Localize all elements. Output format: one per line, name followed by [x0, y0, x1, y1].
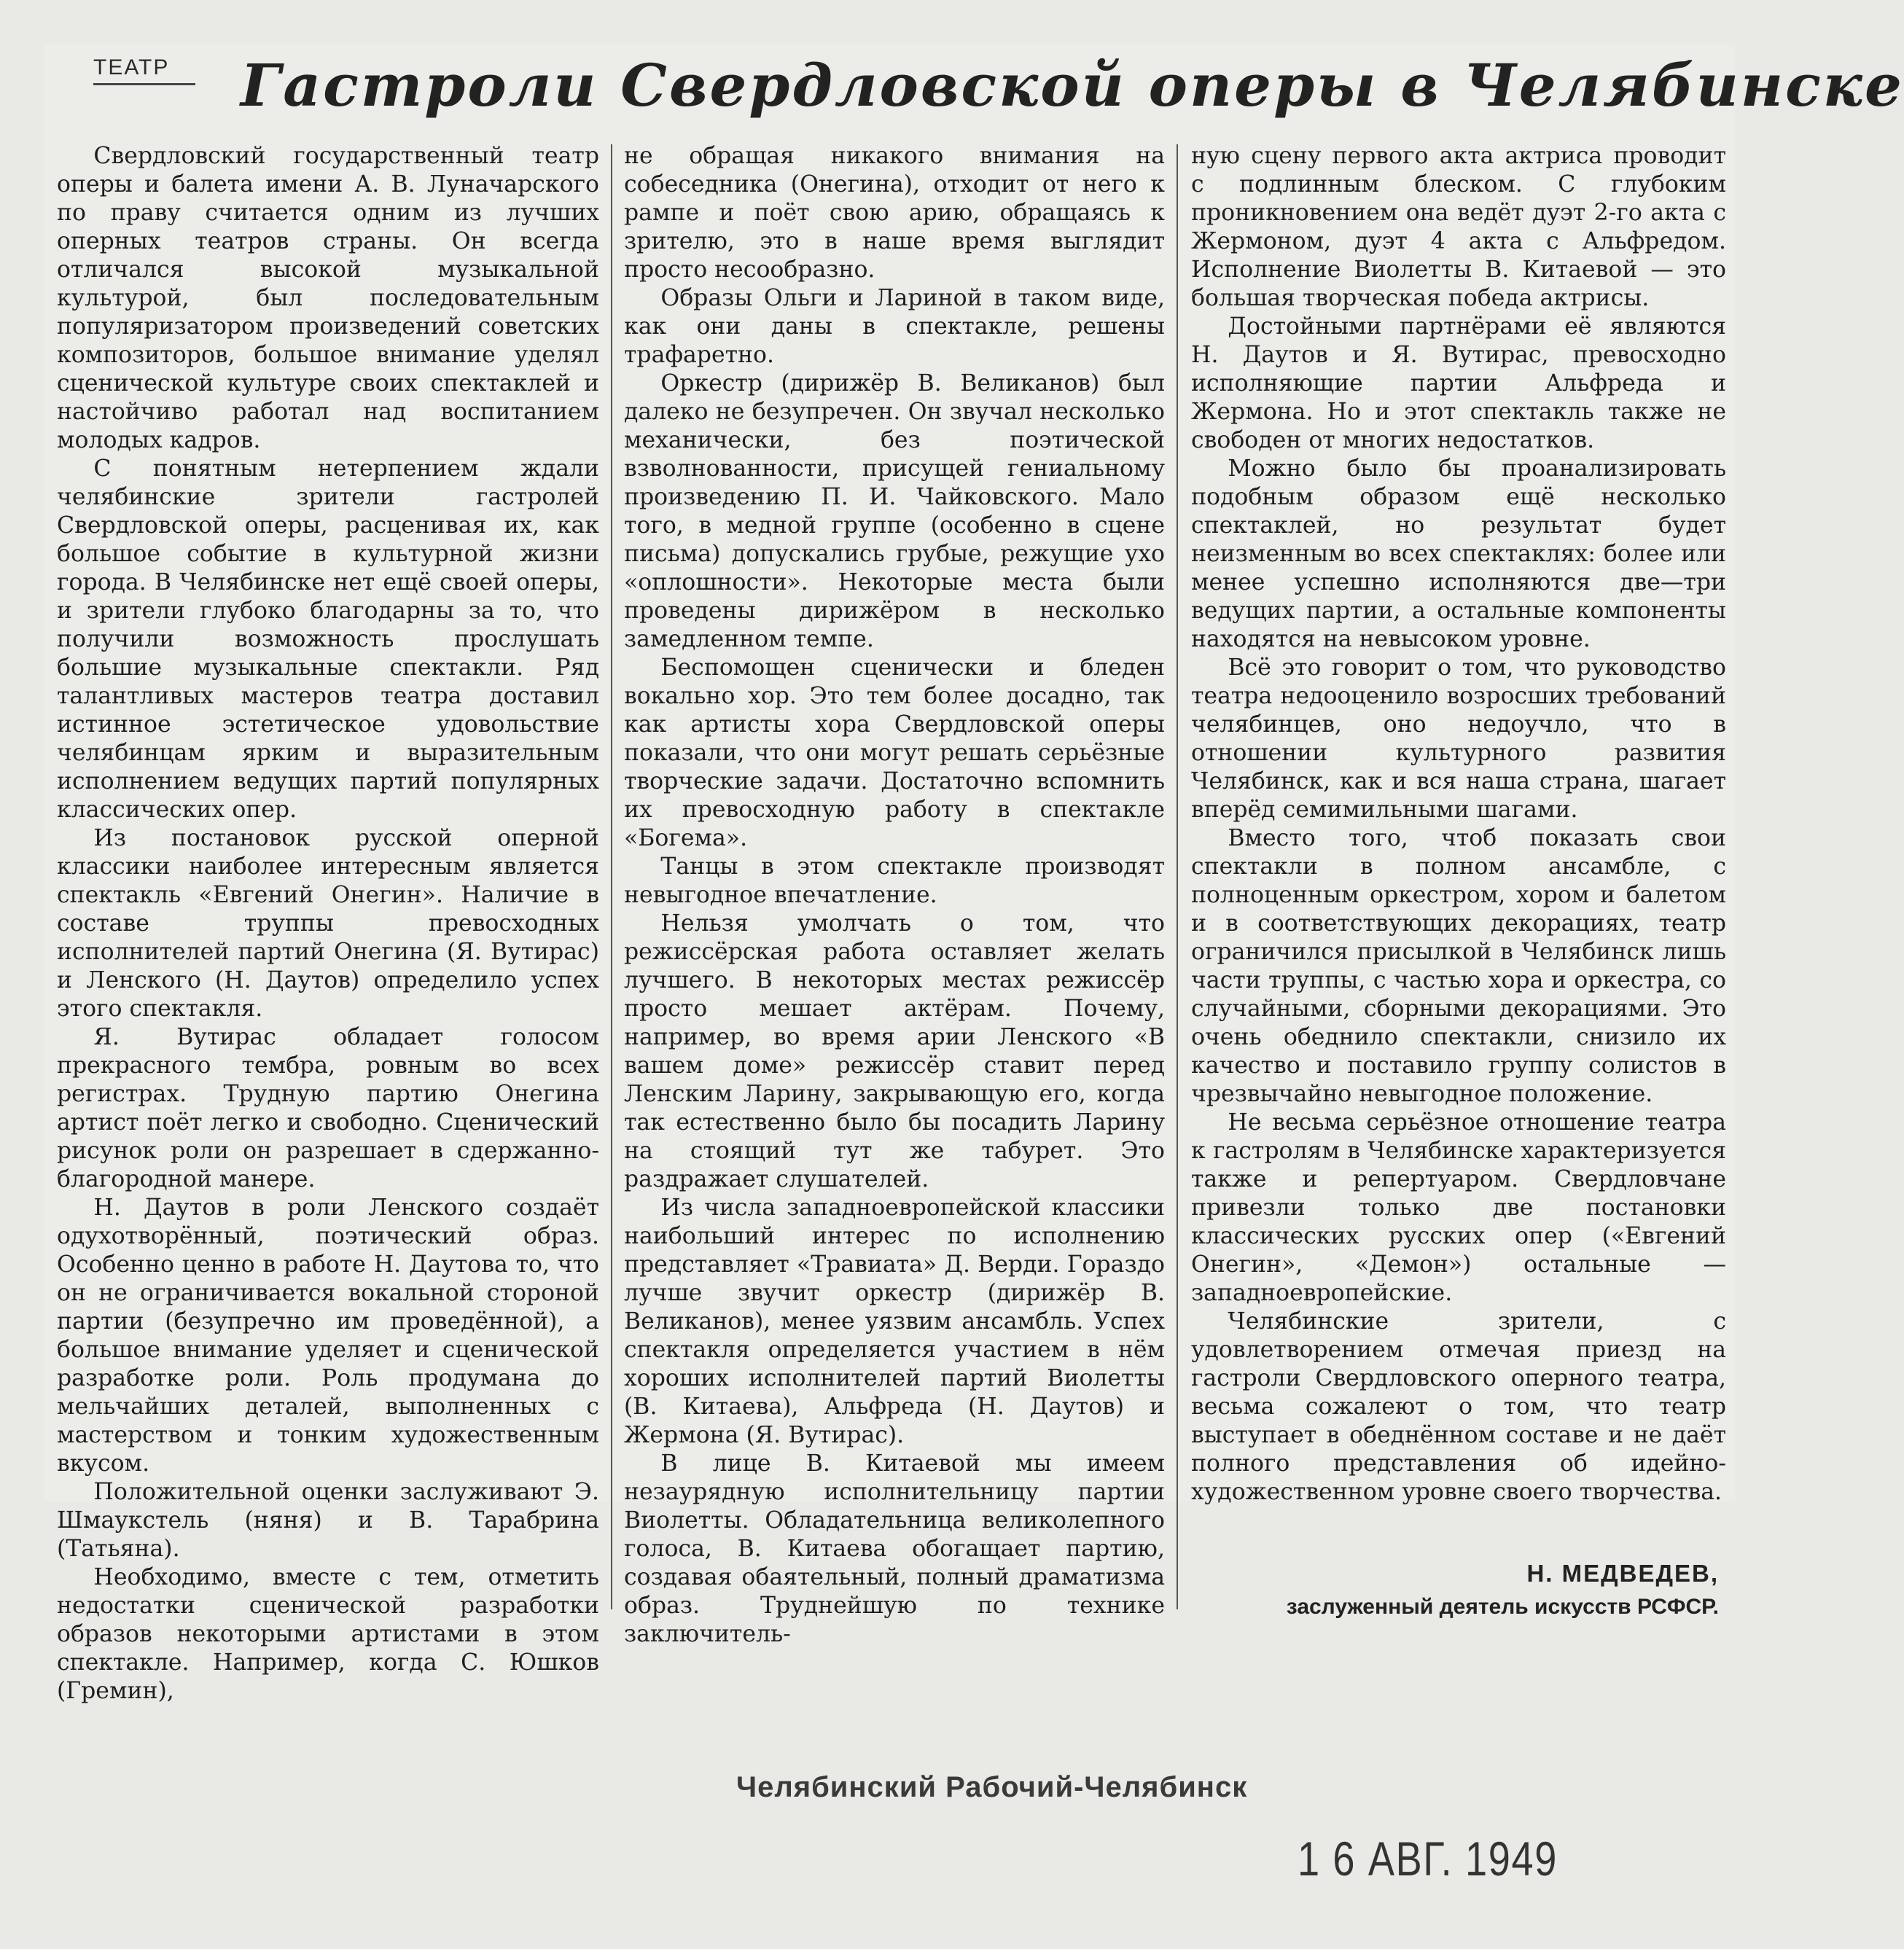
paragraph: Необходимо, вместе с тем, отметить недостатки сценической разработки образов некоторыми артистами в этом спектакле. Например, когда С. Юшков (Гремин),	[57, 1564, 599, 1704]
rubric-underline	[93, 83, 195, 85]
paragraph: ную сцену первого акта актриса проводит с подлинным блеском. С глубоким проникновением она ведёт дуэт 2-го акта с Жермоном, дуэт 4 акта с Альфредом. Исполнение Виолетты В. Китаевой — это большая творческая победа актрисы.	[1191, 143, 1726, 311]
paragraph: Вместо того, чтоб показать свои спектакли в полном ансамбле, с полноценным оркестром, хором и балетом и в соответствующих декорациях, театр ограничился присылкой в Челябинск лишь части труппы, с частью хора и оркестра, со случайными, сборными декорациями. Это очень обеднило спектакли, снизило их качество и поставило группу солистов в чрезвычайно невыгодное положение.	[1191, 825, 1726, 1107]
paragraph: Достойными партнёрами её являются Н. Даутов и Я. Вутирас, превосходно исполняющие партии Альфреда и Жермона. Но и этот спектакль также не свободен от многих недостатков.	[1191, 313, 1726, 453]
author-name: Н. МЕДВЕДЕВ,	[1526, 1560, 1719, 1587]
paragraph: Можно было бы проанализировать подобным образом ещё несколько спектаклей, но результат будет неизменным во всех спектаклях: более или менее успешно исполняются две—три ведущих партии, а остальные компоненты находятся на невысоком уровне.	[1191, 456, 1726, 652]
paragraph: С понятным нетерпением ждали челябинские зрители гастролей Свердловской оперы, расценивая их, как большое событие в культурной жизни города. В Челябинске нет ещё своей оперы, и зрители глубоко благодарны за то, что получили возможность прослушать большие музыкальные спектакли. Ряд талантливых мастеров театра доставил истинное эстетическое удовольствие челябинцам ярким и выразительным исполнением ведущих партий популярных классических опер.	[57, 456, 599, 823]
column-divider	[611, 144, 612, 1609]
date-stamp: 1 6 АВГ. 1949	[1298, 1832, 1558, 1886]
article-headline: Гастроли Свердловской оперы в Челябинске	[241, 51, 1904, 120]
paragraph: Челябинские зрители, с удовлетворением отмечая приезд на гастроли Свердловского оперного театра, весьма сожалеют о том, что театр выступает в обеднённом составе и не даёт полного представления об идейно-художественном уровне своего творчества.	[1191, 1308, 1726, 1505]
author-title: заслуженный деятель искусств РСФСР.	[1286, 1595, 1719, 1619]
paragraph: Положительной оценки заслуживают Э. Шмаукстель (няня) и В. Тарабрина (Татьяна).	[57, 1479, 599, 1562]
paragraph: Танцы в этом спектакле производят невыгодное впечатление.	[624, 854, 1165, 908]
paragraph: Беспомощен сценически и бледен вокально хор. Это тем более досадно, так как артисты хора Свердловской оперы показали, что они могут решать серьёзные творческие задачи. Достаточно вспомнить их превосходную работу в спектакле «Богема».	[624, 655, 1165, 851]
source-stamp: Челябинский Рабочий-Челябинск	[736, 1771, 1248, 1803]
article-column-1	[57, 142, 599, 1704]
column-divider	[1177, 144, 1178, 1609]
paragraph: Не весьма серьёзное отношение театра к гастролям в Челябинске характеризуется также и репертуаром. Свердловчане привезли только две постановки классических русских опер («Евгений Онегин», «Демон») остальные — западноевропейские.	[1191, 1109, 1726, 1306]
article-column-2	[624, 142, 1165, 1647]
paragraph: Всё это говорит о том, что руководство театра недооценило возросших требований челябинцев, оно недоучло, что в отношении культурного развития Челябинск, как и вся наша страна, шагает вперёд семимильными шагами.	[1191, 655, 1726, 823]
paragraph: Свердловский государственный театр оперы и балета имени А. В. Луначарского по праву считается одним из лучших оперных театров страны. Он всегда отличался высокой музыкальной культурой, был последовательным популяризатором произведений советских композиторов, большое внимание уделял сценической культуре своих спектаклей и настойчиво работал над воспитанием молодых кадров.	[57, 143, 599, 453]
paragraph: Из постановок русской оперной классики наиболее интересным является спектакль «Евгений Онегин». Наличие в составе труппы превосходных исполнителей партий Онегина (Я. Вутирас) и Ленского (Н. Даутов) определило успех этого спектакля.	[57, 825, 599, 1022]
paragraph: Из числа западноевропейской классики наибольший интерес по исполнению представляет «Травиата» Д. Верди. Гораздо лучше звучит оркестр (дирижёр В. Великанов), менее уязвим ансамбль. Успех спектакля определяется участием в нём хороших исполнителей партий Виолетты (В. Китаева), Альфреда (Н. Даутов) и Жермона (Я. Вутирас).	[624, 1195, 1165, 1448]
article-column-3	[1191, 142, 1726, 1607]
paragraph: Оркестр (дирижёр В. Великанов) был далеко не безупречен. Он звучал несколько механически, без поэтической взволнованности, присущей гениальному произведению П. И. Чайковского. Мало того, в медной группе (особенно в сцене письма) допускались грубые, режущие ухо «оплошности». Некоторые места были проведены дирижёром в несколько замедленном темпе.	[624, 370, 1165, 652]
section-rubric: ТЕАТР	[93, 55, 170, 79]
paragraph: Образы Ольги и Лариной в таком виде, как они даны в спектакле, решены трафаретно.	[624, 285, 1165, 368]
paragraph: Нельзя умолчать о том, что режиссёрская работа оставляет желать лучшего. В некоторых местах режиссёр просто мешает актёрам. Почему, например, во время арии Ленского «В вашем доме» режиссёр ставит перед Ленским Ларину, закрывающую его, когда так естественно было бы посадить Ларину на стоящий тут же табурет. Это раздражает слушателей.	[624, 910, 1165, 1192]
paragraph: Н. Даутов в роли Ленского создаёт одухотворённый, поэтический образ. Особенно ценно в работе Н. Даутова то, что он не ограничивается вокальной стороной партии (безупречно им проведённой), а большое внимание уделяет и сценической разработке роли. Роль продумана до мельчайших деталей, выполненных с мастерством и тонким художественным вкусом.	[57, 1195, 599, 1477]
paragraph: Я. Вутирас обладает голосом прекрасного тембра, ровным во всех регистрах. Трудную партию Онегина артист поёт легко и свободно. Сценический рисунок роли он разрешает в сдержанно-благородной манере.	[57, 1024, 599, 1192]
paragraph: В лице В. Китаевой мы имеем незаурядную исполнительницу партии Виолетты. Обладательница великолепного голоса, В. Китаева обогащает партию, создавая обаятельный, полный драматизма образ. Труднейшую по технике заключитель-	[624, 1450, 1165, 1647]
paragraph: не обращая никакого внимания на собеседника (Онегина), отходит от него к рампе и поёт свою арию, обращаясь к зрителю, это в наше время выглядит просто несообразно.	[624, 143, 1165, 283]
